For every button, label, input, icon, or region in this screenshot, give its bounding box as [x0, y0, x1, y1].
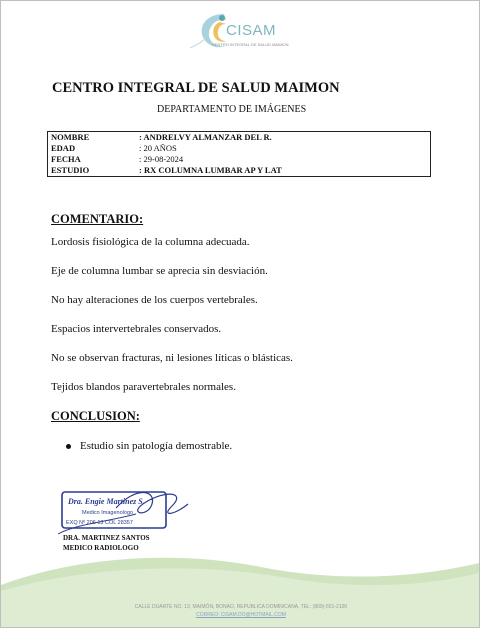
comment-line: Lordosis fisiológica de la columna adecuada. [51, 236, 250, 248]
comment-line: No hay alteraciones de los cuerpos vertebrales. [51, 294, 258, 306]
logo-name: CISAM [226, 22, 277, 39]
patient-info-table [47, 131, 431, 177]
page-title: CENTRO INTEGRAL DE SALUD MAIMON [52, 80, 340, 96]
conclusion-item: Estudio sin patología demostrable. [80, 440, 233, 452]
comment-line: Tejidos blandos paravertebrales normales. [51, 381, 236, 393]
conclusion-heading: CONCLUSION: [51, 409, 140, 423]
footer-email[interactable]: CORREO: CISAM.DO@HOTMAIL.COM [196, 612, 286, 618]
footer-address: CALLE DUARTE NO. 13, MAIMÓN, BONAO, REPUBLICA DOMINICANA, TEL: (809)-551-2100 [134, 604, 348, 610]
comment-line: No se observan fracturas, ni lesiones líticas o blásticas. [51, 352, 293, 364]
department-title: DEPARTAMENTO DE IMÁGENES [157, 104, 307, 115]
patient-value: : 20 AÑOS [139, 143, 177, 153]
patient-label: EDAD [51, 143, 76, 153]
signer-title: MEDICO RADIOLOGO [63, 544, 139, 552]
logo-subtitle: CENTRO INTEGRAL DE SALUD MAIMON [212, 42, 289, 47]
patient-label: ESTUDIO [51, 165, 90, 175]
doctor-stamp [56, 484, 196, 538]
stamp-role: Medico Imagenologo [82, 510, 134, 516]
comment-heading: COMENTARIO: [51, 212, 144, 226]
comment-line: Espacios intervertebrales conservados. [51, 323, 222, 335]
comment-line: Eje de columna lumbar se aprecia sin desviación. [51, 265, 268, 277]
signer-name: DRA. MARTINEZ SANTOS [63, 534, 150, 542]
patient-label: NOMBRE [51, 132, 90, 142]
bullet-icon [66, 444, 71, 449]
stamp-name: Dra. Engie Martinez S. [68, 497, 145, 506]
patient-label: FECHA [51, 154, 81, 164]
patient-value: : 29-08-2024 [139, 154, 184, 164]
stamp-license: EXQ Nº 206 13 COL 28357 [66, 520, 133, 526]
patient-value: : RX COLUMNA LUMBAR AP Y LAT [139, 165, 282, 175]
patient-value: : ANDRELVY ALMANZAR DEL R. [139, 132, 272, 142]
